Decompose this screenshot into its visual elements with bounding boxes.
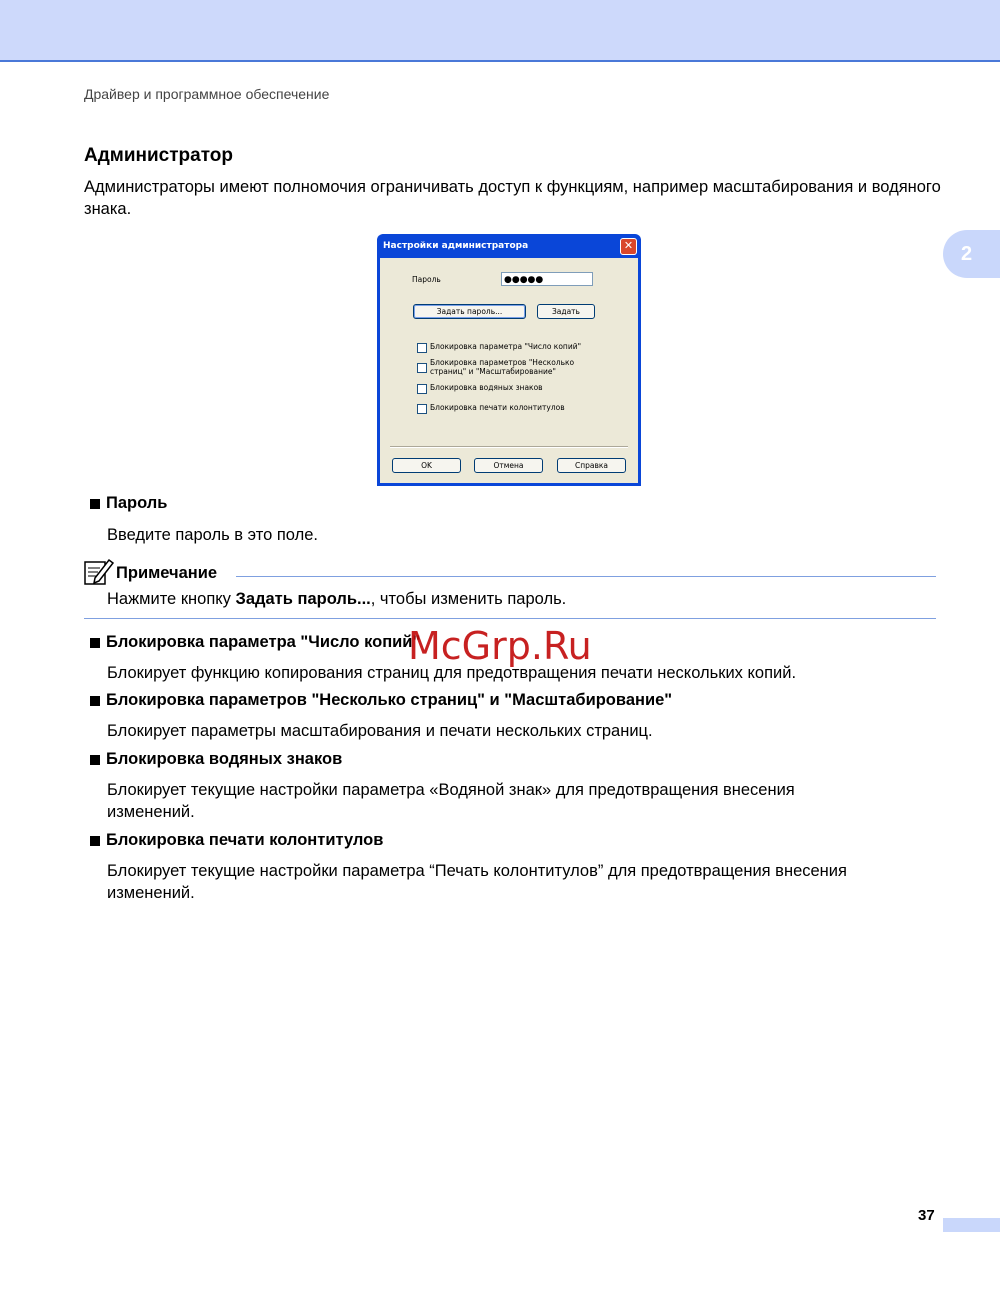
- note-text-bold: Задать пароль...: [235, 590, 371, 608]
- item-lock-headerfooter-title: [90, 831, 383, 850]
- checkbox-lock-headerfooter[interactable]: [417, 403, 565, 414]
- checkbox-icon[interactable]: [417, 404, 427, 414]
- dialog-divider: [390, 446, 628, 448]
- header-band: [0, 0, 1000, 62]
- password-label: Пароль: [412, 275, 441, 284]
- dialog-body: [380, 258, 638, 483]
- cancel-button[interactable]: Отмена: [474, 458, 543, 473]
- item-lock-copies-desc: Блокирует функцию копирования страниц для предотвращения печати нескольких копий.: [107, 664, 797, 682]
- note-pencil-icon: [83, 556, 115, 586]
- checkbox-icon[interactable]: [417, 384, 427, 394]
- item-lock-copies-title: [90, 633, 420, 652]
- item-lock-watermark-desc: Блокирует текущие настройки параметра «Водяной знак» для предотвращения внесения изменений.: [107, 781, 795, 821]
- note-rule: [236, 576, 936, 577]
- checkbox-icon[interactable]: [417, 363, 427, 373]
- bullet-icon: [90, 836, 100, 846]
- section-title: Администратор: [84, 145, 233, 166]
- checkbox-icon[interactable]: [417, 343, 427, 353]
- admin-settings-dialog: [377, 234, 641, 486]
- item-title: Блокировка параметра "Число копий": [106, 633, 421, 651]
- password-field[interactable]: ●●●●●: [501, 272, 593, 286]
- checkbox-lock-multipage[interactable]: [417, 358, 587, 376]
- item-title: Блокировка параметров "Несколько страниц" и "Масштабирование": [106, 691, 673, 709]
- watermark: McGrp.Ru: [408, 624, 592, 668]
- note-bottom-rule: [84, 618, 936, 619]
- bullet-icon: [90, 755, 100, 765]
- page-number: 37: [918, 1207, 935, 1224]
- help-button[interactable]: Справка: [557, 458, 626, 473]
- checkbox-label: Блокировка параметров "Несколько страниц" и "Масштабирование": [430, 358, 575, 376]
- item-lock-multipage-desc: Блокирует параметры масштабирования и печати нескольких страниц.: [107, 722, 653, 740]
- close-icon[interactable]: ✕: [620, 238, 637, 255]
- section-intro: Администраторы имеют полномочия ограничивать доступ к функциям, например масштабирования и водяного знака.: [84, 178, 941, 218]
- bullet-icon: [90, 638, 100, 648]
- bullet-icon: [90, 696, 100, 706]
- checkbox-label: Блокировка параметра "Число копий": [430, 342, 582, 351]
- checkbox-label: Блокировка печати колонтитулов: [430, 403, 565, 412]
- chapter-tab: 2: [943, 230, 1000, 278]
- item-title: Блокировка печати колонтитулов: [106, 831, 384, 849]
- item-title: Блокировка водяных знаков: [106, 750, 343, 768]
- item-lock-watermark-title: [90, 750, 342, 769]
- checkbox-lock-watermark[interactable]: [417, 383, 543, 394]
- item-password-title: [90, 494, 167, 513]
- item-lock-multipage-title: [90, 691, 672, 710]
- note-text-end: , чтобы изменить пароль.: [370, 590, 567, 608]
- item-title: Пароль: [106, 494, 168, 512]
- dialog-titlebar: [380, 234, 638, 258]
- set-button[interactable]: Задать: [537, 304, 595, 319]
- note-title: Примечание: [116, 564, 218, 582]
- ok-button[interactable]: OK: [392, 458, 461, 473]
- set-password-button[interactable]: Задать пароль...: [413, 304, 526, 319]
- dialog-title: Настройки администратора: [383, 241, 529, 251]
- bullet-icon: [90, 499, 100, 509]
- item-lock-headerfooter-desc: Блокирует текущие настройки параметра “Печать колонтитулов” для предотвращения внесения изменений.: [107, 862, 847, 902]
- checkbox-label: Блокировка водяных знаков: [430, 383, 543, 392]
- page-bar: [943, 1218, 1000, 1232]
- note-text: [107, 588, 566, 610]
- breadcrumb: Драйвер и программное обеспечение: [84, 86, 330, 102]
- item-password-desc: Введите пароль в это поле.: [107, 526, 318, 544]
- checkbox-lock-copies[interactable]: [417, 342, 581, 353]
- note-text-start: Нажмите кнопку: [107, 590, 236, 608]
